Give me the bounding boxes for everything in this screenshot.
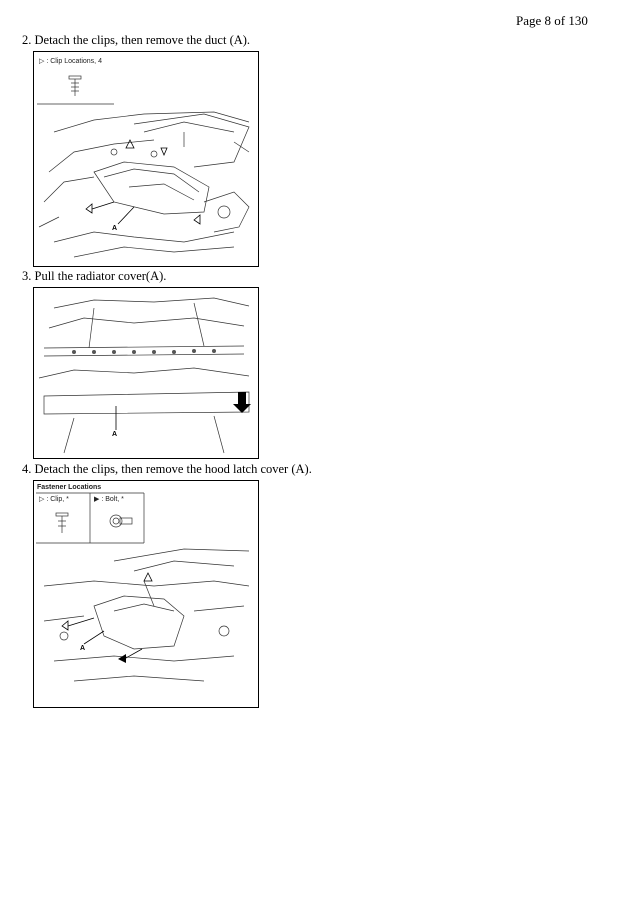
hood-latch-illustration [34, 481, 258, 707]
figure-radiator-cover [33, 287, 259, 459]
duct-illustration [34, 52, 258, 266]
hood-latch-callout-a: A [80, 645, 86, 652]
fastener-locations-title: Fastener Locations [37, 484, 102, 491]
radiator-callout-a: A [112, 431, 118, 438]
figure-hood-latch-cover [33, 480, 259, 708]
radiator-cover-illustration [34, 288, 258, 458]
step-3-instruction: 3. Pull the radiator cover(A). [22, 269, 167, 283]
bolt-legend: ▶ : Bolt, * [94, 496, 124, 503]
duct-callout-a: A [112, 225, 118, 232]
step-2-instruction: 2. Detach the clips, then remove the duct (A). [22, 33, 251, 47]
clip-locations-legend: ▷ : Clip Locations, 4 [39, 58, 102, 65]
step-4-instruction: 4. Detach the clips, then remove the hood latch cover (A). [22, 462, 312, 476]
clip-legend: ▷ : Clip, * [39, 496, 69, 503]
figure-duct-removal [33, 51, 259, 267]
page-number: Page 8 of 130 [516, 13, 588, 28]
